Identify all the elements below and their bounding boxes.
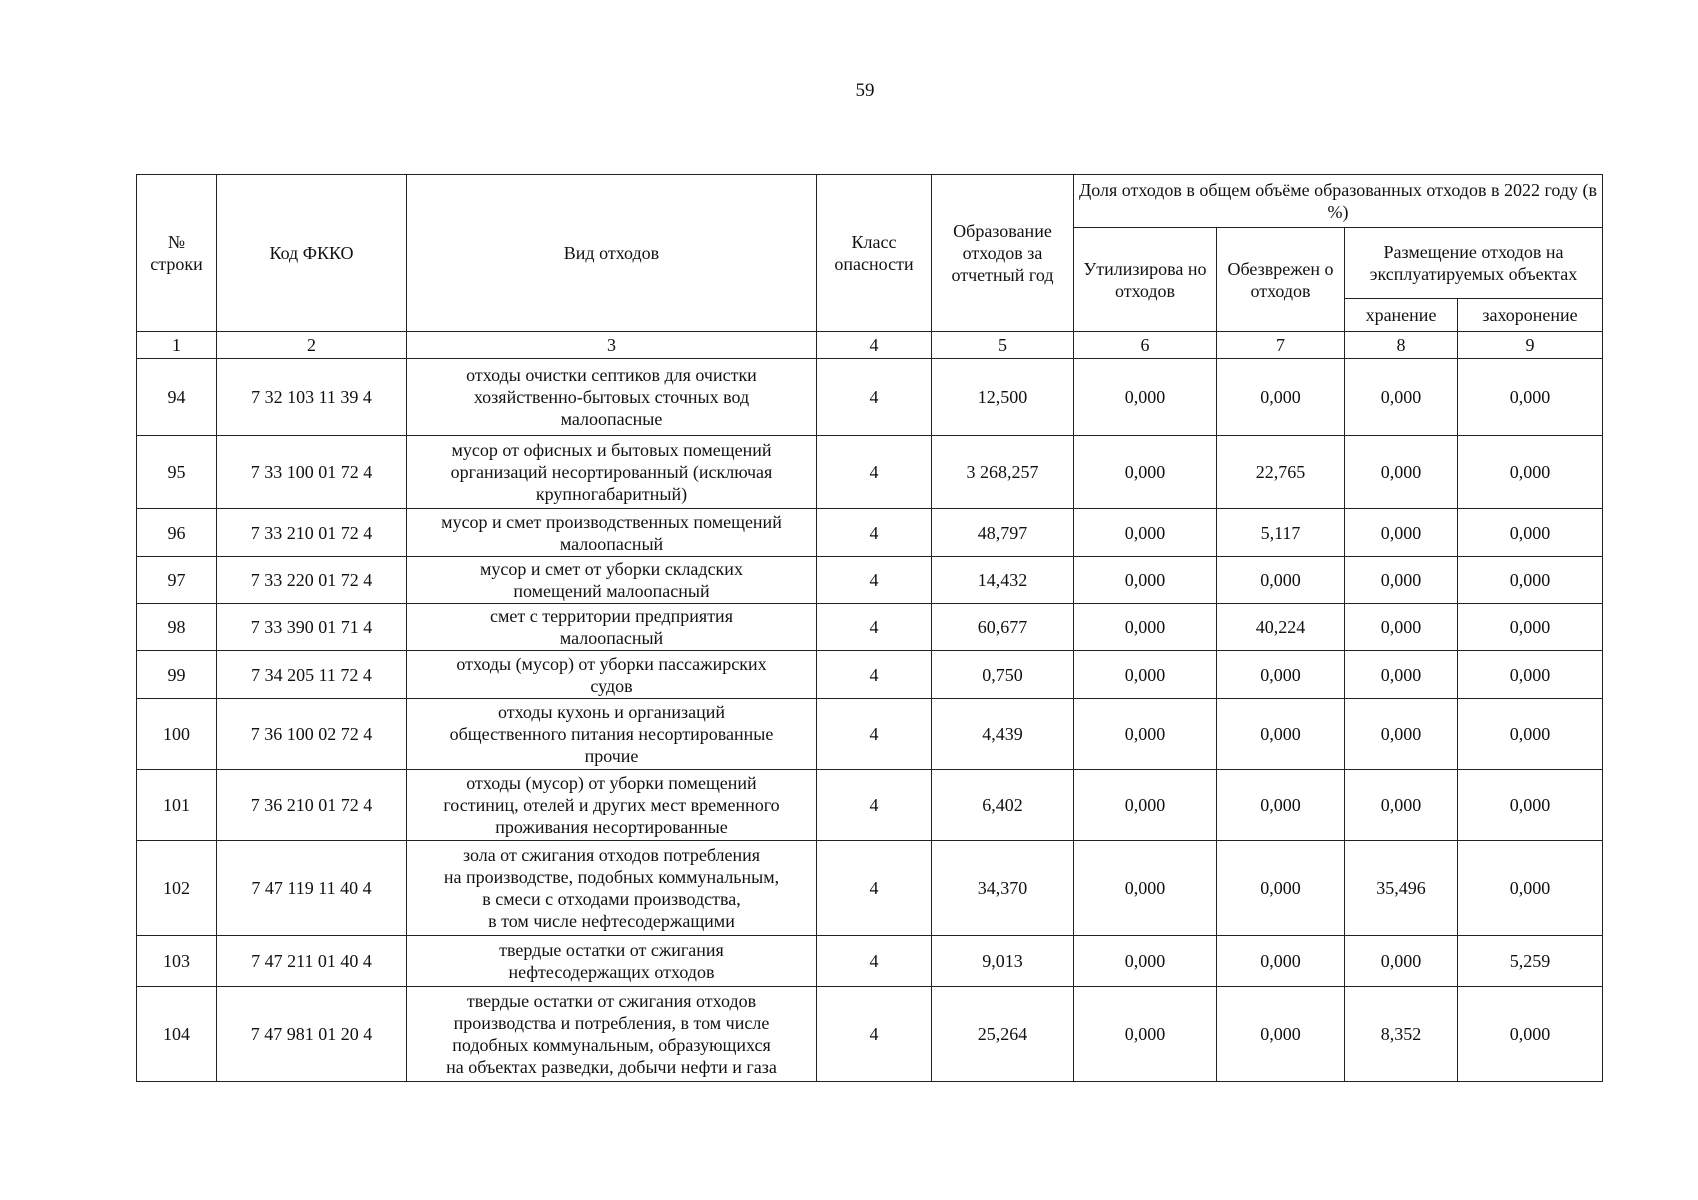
table-row <box>137 987 1603 1082</box>
storage-value: 0,000 <box>1345 509 1458 557</box>
table-row <box>137 509 1603 557</box>
storage-value: 8,352 <box>1345 987 1458 1082</box>
waste-description-line: на объектах разведки, добычи нефти и газа <box>446 1057 777 1077</box>
utilized-value: 0,000 <box>1074 557 1217 604</box>
waste-description-line: хозяйственно-бытовых сточных вод <box>473 387 750 407</box>
column-number: 4 <box>817 332 932 359</box>
column-number: 5 <box>932 332 1074 359</box>
storage-value: 0,000 <box>1345 604 1458 651</box>
storage-value: 0,000 <box>1345 436 1458 509</box>
table-row <box>137 936 1603 987</box>
column-number: 7 <box>1217 332 1345 359</box>
table-row <box>137 436 1603 509</box>
waste-description-line: отходы (мусор) от уборки помещений <box>466 773 757 793</box>
formation-value: 6,402 <box>932 770 1074 841</box>
formation-value: 12,500 <box>932 359 1074 436</box>
hazard-class: 4 <box>817 770 932 841</box>
waste-description-line: в том числе нефтесодержащими <box>488 911 735 931</box>
neutralized-value: 40,224 <box>1217 604 1345 651</box>
waste-description-line: малоопасный <box>559 533 664 554</box>
neutralized-value: 5,117 <box>1217 509 1345 557</box>
row-number: 97 <box>137 557 217 604</box>
burial-value: 0,000 <box>1458 509 1603 557</box>
waste-description <box>407 651 817 699</box>
waste-description-line: крупногабаритный) <box>535 484 688 504</box>
burial-value: 0,000 <box>1458 770 1603 841</box>
formation-value: 14,432 <box>932 557 1074 604</box>
waste-description-line: общественного питания несортированные <box>449 724 774 744</box>
table-row <box>137 841 1603 936</box>
utilized-value: 0,000 <box>1074 359 1217 436</box>
storage-value: 0,000 <box>1345 936 1458 987</box>
hazard-class: 4 <box>817 936 932 987</box>
neutralized-value: 0,000 <box>1217 770 1345 841</box>
storage-value: 0,000 <box>1345 651 1458 699</box>
row-number: 96 <box>137 509 217 557</box>
waste-description-line: на производстве, подобных коммунальным, <box>443 867 780 887</box>
waste-description-line: помещений малоопасный <box>513 581 710 601</box>
burial-value: 0,000 <box>1458 987 1603 1082</box>
neutralized-value: 0,000 <box>1217 936 1345 987</box>
fkko-code: 7 33 220 01 72 4 <box>217 557 407 604</box>
waste-description <box>407 699 817 770</box>
fkko-code: 7 47 211 01 40 4 <box>217 936 407 987</box>
table-row <box>137 604 1603 651</box>
waste-description <box>407 509 817 557</box>
storage-value: 0,000 <box>1345 770 1458 841</box>
hazard-class: 4 <box>817 436 932 509</box>
utilized-value: 0,000 <box>1074 651 1217 699</box>
utilized-value: 0,000 <box>1074 770 1217 841</box>
utilized-value: 0,000 <box>1074 699 1217 770</box>
waste-description-line: производства и потребления, в том числе <box>453 1013 770 1033</box>
row-number: 99 <box>137 651 217 699</box>
column-number: 9 <box>1458 332 1603 359</box>
table-row <box>137 699 1603 770</box>
header-share-group: Доля отходов в общем объёме образованных отходов в 2022 году (в %) <box>1074 175 1603 228</box>
waste-description-line: малоопасные <box>560 409 663 429</box>
waste-description-line: подобных коммунальным, образующихся <box>452 1035 771 1055</box>
hazard-class: 4 <box>817 557 932 604</box>
waste-description-line: организаций несортированный (исключая <box>450 462 773 482</box>
utilized-value: 0,000 <box>1074 936 1217 987</box>
formation-value: 0,750 <box>932 651 1074 699</box>
neutralized-value: 0,000 <box>1217 651 1345 699</box>
row-number: 102 <box>137 841 217 936</box>
row-number: 94 <box>137 359 217 436</box>
waste-description <box>407 557 817 604</box>
page-number: 59 <box>855 80 875 101</box>
hazard-class: 4 <box>817 841 932 936</box>
header-burial: захоронение <box>1458 299 1603 332</box>
waste-description-line: отходы кухонь и организаций <box>497 702 726 722</box>
row-number: 95 <box>137 436 217 509</box>
header-utilized: Утилизирова но отходов <box>1074 228 1217 332</box>
formation-value: 3 268,257 <box>932 436 1074 509</box>
waste-description-line: мусор и смет производственных помещений <box>441 511 782 532</box>
header-code: Код ФККО <box>217 175 407 332</box>
waste-description-line: твердые остатки от сжигания отходов <box>466 991 757 1011</box>
waste-description <box>407 841 817 936</box>
waste-description-line: мусор и смет от уборки складских <box>480 559 743 579</box>
burial-value: 0,000 <box>1458 841 1603 936</box>
waste-description-line: прочие <box>584 746 639 766</box>
hazard-class: 4 <box>817 509 932 557</box>
burial-value: 0,000 <box>1458 604 1603 651</box>
row-number: 104 <box>137 987 217 1082</box>
waste-description-line: отходы очистки септиков для очистки <box>466 365 757 385</box>
waste-description-line: нефтесодержащих отходов <box>508 962 715 982</box>
waste-description <box>407 604 817 651</box>
table-row <box>137 770 1603 841</box>
formation-value: 4,439 <box>932 699 1074 770</box>
neutralized-value: 0,000 <box>1217 841 1345 936</box>
row-number: 101 <box>137 770 217 841</box>
waste-description-line: смет с территории предприятия <box>490 606 733 626</box>
formation-value: 9,013 <box>932 936 1074 987</box>
utilized-value: 0,000 <box>1074 604 1217 651</box>
row-number: 98 <box>137 604 217 651</box>
fkko-code: 7 47 981 01 20 4 <box>217 987 407 1082</box>
formation-value: 48,797 <box>932 509 1074 557</box>
waste-description-line: гостиниц, отелей и других мест временного <box>443 795 780 815</box>
table-row <box>137 651 1603 699</box>
fkko-code: 7 34 205 11 72 4 <box>217 651 407 699</box>
storage-value: 0,000 <box>1345 699 1458 770</box>
header-neutralized: Обезврежен о отходов <box>1217 228 1345 332</box>
waste-description <box>407 770 817 841</box>
burial-value: 0,000 <box>1458 557 1603 604</box>
burial-value: 5,259 <box>1458 936 1603 987</box>
storage-value: 35,496 <box>1345 841 1458 936</box>
hazard-class: 4 <box>817 359 932 436</box>
table-row <box>137 557 1603 604</box>
waste-description-line: мусор от офисных и бытовых помещений <box>451 440 772 460</box>
formation-value: 25,264 <box>932 987 1074 1082</box>
fkko-code: 7 33 100 01 72 4 <box>217 436 407 509</box>
row-number: 103 <box>137 936 217 987</box>
fkko-code: 7 33 390 01 71 4 <box>217 604 407 651</box>
column-number: 1 <box>137 332 217 359</box>
neutralized-value: 0,000 <box>1217 359 1345 436</box>
waste-description <box>407 359 817 436</box>
fkko-code: 7 47 119 11 40 4 <box>217 841 407 936</box>
waste-description-line: отходы (мусор) от уборки пассажирских <box>456 653 767 674</box>
hazard-class: 4 <box>817 651 932 699</box>
header-storage: хранение <box>1345 299 1458 332</box>
fkko-code: 7 36 100 02 72 4 <box>217 699 407 770</box>
header-row-no: № строки <box>137 175 217 332</box>
waste-description-line: зола от сжигания отходов потребления <box>462 845 761 865</box>
fkko-code: 7 33 210 01 72 4 <box>217 509 407 557</box>
column-number: 8 <box>1345 332 1458 359</box>
waste-description <box>407 436 817 509</box>
fkko-code: 7 36 210 01 72 4 <box>217 770 407 841</box>
column-number: 6 <box>1074 332 1217 359</box>
hazard-class: 4 <box>817 699 932 770</box>
neutralized-value: 0,000 <box>1217 987 1345 1082</box>
header-placement: Размещение отходов на эксплуатируемых объектах <box>1345 228 1603 299</box>
utilized-value: 0,000 <box>1074 841 1217 936</box>
neutralized-value: 22,765 <box>1217 436 1345 509</box>
waste-description-line: в смеси с отходами производства, <box>482 889 741 909</box>
header-formation: Образование отходов за отчетный год <box>932 175 1074 332</box>
table-row <box>137 359 1603 436</box>
waste-table <box>136 174 1603 1082</box>
column-number: 3 <box>407 332 817 359</box>
fkko-code: 7 32 103 11 39 4 <box>217 359 407 436</box>
formation-value: 34,370 <box>932 841 1074 936</box>
burial-value: 0,000 <box>1458 699 1603 770</box>
neutralized-value: 0,000 <box>1217 557 1345 604</box>
utilized-value: 0,000 <box>1074 436 1217 509</box>
formation-value: 60,677 <box>932 604 1074 651</box>
burial-value: 0,000 <box>1458 436 1603 509</box>
column-number: 2 <box>217 332 407 359</box>
burial-value: 0,000 <box>1458 359 1603 436</box>
header-hazard: Класс опасности <box>817 175 932 332</box>
waste-description-line: твердые остатки от сжигания <box>499 940 724 960</box>
storage-value: 0,000 <box>1345 557 1458 604</box>
utilized-value: 0,000 <box>1074 509 1217 557</box>
waste-description-line: судов <box>590 675 633 696</box>
header-type: Вид отходов <box>407 175 817 332</box>
waste-description-line: проживания несортированные <box>495 817 728 837</box>
hazard-class: 4 <box>817 987 932 1082</box>
waste-description-line: малоопасный <box>559 628 664 648</box>
hazard-class: 4 <box>817 604 932 651</box>
burial-value: 0,000 <box>1458 651 1603 699</box>
waste-description <box>407 987 817 1082</box>
storage-value: 0,000 <box>1345 359 1458 436</box>
neutralized-value: 0,000 <box>1217 699 1345 770</box>
waste-description <box>407 936 817 987</box>
row-number: 100 <box>137 699 217 770</box>
utilized-value: 0,000 <box>1074 987 1217 1082</box>
